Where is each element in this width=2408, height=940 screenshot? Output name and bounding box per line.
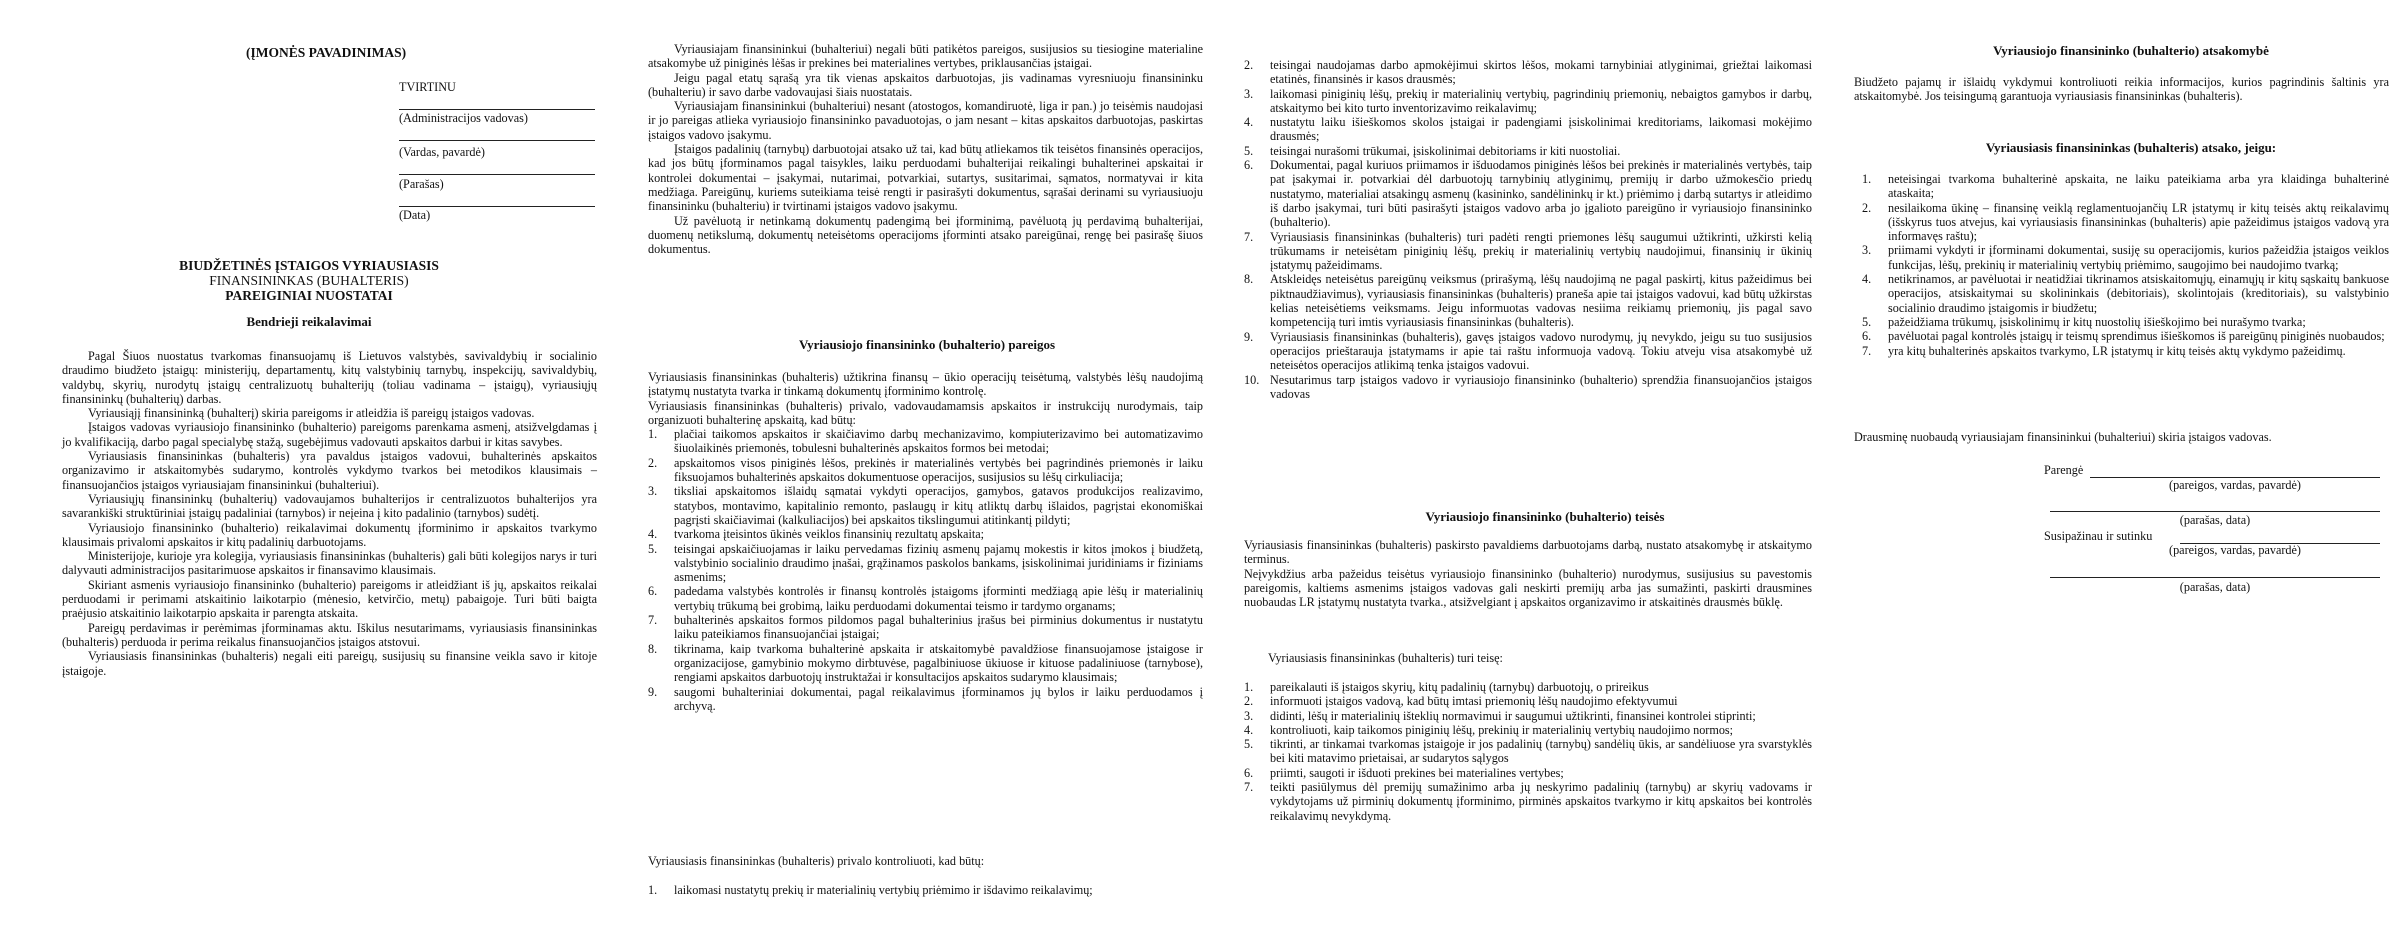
doc-title-line-3: PAREIGINIAI NUOSTATAI xyxy=(225,288,393,303)
duties-body xyxy=(648,370,1203,713)
rights-body xyxy=(1244,538,1812,609)
list-item: 5. teisingai apskaičiuojamas ir laiku pervedamas fizinių asmenų pajamų mokestis ir kitos įmokos į biudžetą, valstybinio socialinio draudimo įnašai, grąžinamos paskolos bankams, įsiskolinimai juridiniams ir fiziniams asmenims; xyxy=(648,541,1203,585)
list-item: 4. netikrinamos, ar pavėluotai ir neatidžiai tikrinamos atsiskaitomųjų, einamųjų ir kitų sąskaitų bankuose operacijos, atsiskaitymai su skolininkais (debitoriais), skolintojais (kreditoriais), su valstybinio socialinio draudimo įstaigomis ir biudžetu; xyxy=(1862,272,2389,315)
list-item: 7. Vyriausiasis finansininkas (buhalteris) turi padėti rengti priemones lėšų saugumui užtikrinti, užkirsti kelią trūkumams ir neteisėtam piniginių lėšų, prekių ir materialinių vertybių naudojimui, finansinių ir ūkinių įstatymų pažeidimams. xyxy=(1244,229,1812,273)
list-item: 9. Vyriausiasis finansininkas (buhalteris), gavęs įstaigos vadovo nurodymų, jų nevykdo, jeigu su tuo susijusios operacijos prieštarauja įstatymams ir apie tai raštu informuoja vadovą. Tokiu atveju visa atsakomybė už neteisėtos operacijos atlikimą tenka įstaigos vadovui. xyxy=(1244,329,1812,373)
list-item: 4. kontroliuoti, kaip taikomos piniginių lėšų, prekinių ir materialinių vertybių naudojimo normos; xyxy=(1244,722,1734,737)
prepared-label: Parengė xyxy=(2044,463,2084,477)
list-item: 4. nustatytu laiku išieškomos skolos įstaigai ir padengiami įsiskolinimai kreditoriams, laikomasi mokėjimo drausmės; xyxy=(1244,115,1812,144)
section-general: Bendrieji reikalavimai xyxy=(246,314,372,329)
doc-title-line-2: FINANSININKAS (BUHALTERIS) xyxy=(209,273,409,288)
prepared-sign-line xyxy=(2050,496,2380,512)
ack-sign-line xyxy=(2050,562,2380,578)
paragraph: Vyriausiųjų finansininkų (buhalterių) vadovaujamos buhalterijos ir centralizuotos buhalterijos yra savarankiški struktūriniai įstaigų padaliniai (tarnybos) ir neįeina į kito padalinio (tarnybos) sudėtį. xyxy=(62,491,597,521)
paragraph: Įstaigos vadovas vyriausiojo finansininko (buhalterio) pareigoms parenkama asmenį, atsižvelgdamas į jo kvalifikaciją, darbo pagal specialybę stažą, sugebėjimus vadovauti apskaitos darbui ir kitas savybes. xyxy=(62,420,597,449)
list-item: 8. Atskleidęs neteisėtus pareigūnų veiksmus (prirašymą, lėšų naudojimą ne pagal paskirtį, kitus pažeidimus bei piktnaudžiavimus), vyriausiasis finansininkas (buhalteris) praneša apie tai įstaigos vadovui, kad būtų užkirstas kelias neteisėtiems veiksmams. Jeigu informuotas vadovas nesiima reikiamų priemonių, jis pagal savo kompetenciją turi imtis vyriausiasis finansininkas (buhalteris). xyxy=(1244,272,1812,330)
paragraph: Vyriausiajam finansininkui (buhalteriui) negali būti patikėtos pareigos, susijusios su tiesiogine materialine atsakomybe už piniginės lėšas ir prekines bei materialines vertybes, priklausančias įstaigai. xyxy=(648,42,1203,71)
rights-intro: Vyriausiasis finansininkas (buhalteris) turi teisę: xyxy=(1268,651,1503,665)
paragraph: Vyriausiasis finansininkas (buhalteris) paskirsto pavaldiems darbuotojams darbą, nustato atsakomybę ir atskaitymo terminus. xyxy=(1244,538,1812,567)
approve-line-4 xyxy=(399,192,595,207)
paragraph: Pareigų perdavimas ir perėmimas įforminamas aktu. Iškilus nesutarimams, vyriausiasis finansininkas (buhalteris) perduoda ir perima reikalus finansuojančios įstaigos atstovui. xyxy=(62,620,597,649)
page-column-3 xyxy=(1236,0,1854,940)
approve-caption-2: (Vardas, pavardė) xyxy=(399,145,485,159)
prepared-sign-hint: (parašas, data) xyxy=(2179,513,2251,527)
section-liable-if: Vyriausiasis finansininkas (buhalteris) atsako, jeigu: xyxy=(1985,140,2277,155)
responsibility-intro: Biudžeto pajamų ir išlaidų vykdymui kontroliuoti reikia informacijos, kurios pagrindinis šaltinis yra atskaitomybė. Jos teisingumą garantuoja vyriausiasis finansininkas (buhalteris). xyxy=(1854,75,2389,104)
paragraph: Vyriausiajam finansininkui (buhalteriui) nesant (atostogos, komandiruotė, liga ir pan.) jo teisėmis naudojasi ir jo pareigas atlieka vyriausiojo finansininko pavaduotojas, o jam nesant – kitas apskaitos darbuotojas, paskirtas įstaigos vadovo įsakymu. xyxy=(648,99,1203,142)
page-column-2 xyxy=(618,0,1236,940)
approve-caption-1: (Administracijos vadovas) xyxy=(399,111,528,125)
ack-sign-hint: (parašas, data) xyxy=(2179,580,2251,594)
paragraph: Neįvykdžius arba pažeidus teisėtus vyriausiojo finansininko (buhalterio) nurodymus, susijusius su pavestomis pareigomis, kaltiems asmenims įstaigos vadovas gali neskirti premijų arba jas sumažinti, paskirti drausmines nuobaudas LR įstatymų nustatyta tvarka., atsižvelgiant į apskaitos organizavimo ir atskaitinės drausmės būklę. xyxy=(1244,566,1812,610)
list-item: 10. Nesutarimus tarp įstaigos vadovo ir vyriausiojo finansininko (buhalterio) sprendžia finansuojančios įstaigos vadovas xyxy=(1244,372,1812,401)
list-item: 2. nesilaikoma ūkinę – finansinę veiklą reglamentuojančių LR įstatymų ir kitų teisės aktų reikalavimų (išskyrus tuos atvejus, kai vyriausiasis finansininkas (buhalteris) apie pažeidimus įstaigos vadovą yra informavęs raštu); xyxy=(1862,200,2389,244)
list-item: 7. buhalterinės apskaitos formos pildomos pagal buhalterinius įrašus bei pirminius dokumentus ir nustatytu laiku pateikiamos finansuojančiai įstaigai; xyxy=(648,613,1203,642)
paragraph: Ministerijoje, kurioje yra kolegija, vyriausiasis finansininkas (buhalteris) gali būti kolegijos narys ir turi dalyvauti administracijos pasitarimuose apskaitos ir finansavimo klausimais. xyxy=(62,549,597,578)
list-item: 6. pavėluotai pagal kontrolės įstaigų ir teismų sprendimus išieškomos iš pareigūnų piniginės nuobaudos; xyxy=(1862,329,2385,344)
company-name: (ĮMONĖS PAVADINIMAS) xyxy=(246,45,407,60)
control-intro: Vyriausiasis finansininkas (buhalteris) privalo kontroliuoti, kad būtų: xyxy=(648,854,985,868)
approve-label: TVIRTINU xyxy=(399,80,456,94)
list-item: 3. priimami vykdyti ir įforminami dokumentai, susiję su operacijomis, kurios pažeidžia įstaigos veiklos funkcijas, lėšų, prekinių ir materialinių vertybių priėmimo, saugojimo bei naudojimo tvarką; xyxy=(1862,243,2389,272)
control-list-first xyxy=(648,883,1203,897)
liability-list xyxy=(1862,172,2389,358)
list-item: 1. laikomasi nustatytų prekių ir materialinių vertybių priėmimo ir išdavimo reikalavimų; xyxy=(648,883,1093,897)
section-duties: Vyriausiojo finansininko (buhalterio) pareigos xyxy=(798,337,1056,352)
paragraph: Vyriausiasis finansininkas (buhalteris) yra pavaldus įstaigos vadovui, buhalterinės apskaitos organizavimo ir atskaitomybės sudarymo, kontrolės vykdymo tvarkos bei metodikos klausimais – finansuojančios įstaigos vyriausiajam finansininkui (buhalteriui). xyxy=(62,449,597,492)
list-item: 6. Dokumentai, pagal kuriuos priimamos ir išduodamos piniginės lėšos bei prekinės ir materialinės vertybės, taip pat įsakymai ir. potvarkiai dėl darbuotojų tarnybinių atlyginimų, premijų ir darbo užmokesčio priedų nustatymo, materialiai atsakingų asmenų (kasininko, sandėlininkų ir kt.) priėmimo į darbą sutartys ir atleidimo iš darbo įsakymai, turi būti pasirašyti įstaigos vadovo arba jo įgalioto pareigūno ir vyriausiojo finansininko (buhalterio). xyxy=(1244,158,1812,230)
list-item: 1. neteisingai tvarkoma buhalterinė apskaita, ne laiku pateikiama arba yra klaidinga buhalterinė ataskaita; xyxy=(1862,172,2389,201)
list-item: 6. priimti, saugoti ir išduoti prekines bei materialines vertybes; xyxy=(1244,765,1564,780)
list-item: 2. teisingai naudojamas darbo apmokėjimui skirtos lėšos, mokami tarnybiniai atlyginimai, griežtai laikomasi etatinės, finansinės ir kasos drausmės; xyxy=(1244,58,1812,87)
list-item: 3. tiksliai apskaitomos išlaidų sąmatai vykdyti operacijos, gamybos, gatavos produkcijos realizavimo, statybos, montavimo, kapitalinio remonto, paslaugų ir kitų atliktų darbų išlaidos, pagrįstai ekonomiškai pagrįsti skaičiavimai (kalkuliacijos) bei apskaitos tikslingumui atitinkantį pildyti; xyxy=(648,484,1203,527)
paragraph: Vyriausiasis finansininkas (buhalteris) negali eiti pareigų, susijusių su finansine veikla savo ir kitoje įstaigoje. xyxy=(62,649,597,678)
page-column-1 xyxy=(0,0,618,940)
list-item: 2. apskaitomos visos piniginės lėšos, prekinės ir materialinės vertybės bei pagrindinės priemonės ir laiku fiksuojamos buhalterinės apskaitos dokumentuose operacijos, susijusios su lėšų cirkuliacija; xyxy=(648,455,1203,485)
list-item: 7. teikti pasiūlymus dėl premijų sumažinimo arba jų neskyrimo padalinių (tarnybų) ar skyrių vadovams ir vykdytojams už pirminių dokumentų įforminimo, pirminės apskaitos tvarkymo ir kitų apskaitos bei kontrolės reikalavimų nevykdymą. xyxy=(1244,780,1812,823)
paragraph: Vyriausiasis finansininkas (buhalteris) užtikrina finansų – ūkio operacijų teisėtumą, valstybės lėšų naudojimą įstatymų nustatyta tvarka ir tinkamą dokumentų įforminimo kontrolę. xyxy=(648,370,1203,399)
closing-statement: Drausminę nuobaudą vyriausiajam finansininkui (buhalteriui) skiria įstaigos vadovas. xyxy=(1854,430,2272,444)
paragraph: Vyriausiąjį finansininką (buhalterį) skiria pareigoms ir atleidžia iš pareigų įstaigos vadovas. xyxy=(88,406,535,421)
paragraph: Pagal Šiuos nuostatus tvarkomas finansuojamų iš Lietuvos valstybės, savivaldybių ir socialinio draudimo biudžeto įstaigų: ministerijų, departamentų, kitų valstybinių tarnybų, inspekcijų, savivaldybių, valdybų, skyrių, nurodytų įstaigų centralizuotų buhalterijų (toliau vadinama – įstaigų), vyriausiųjų finansininkų (buhalterių) darbas. xyxy=(62,349,597,406)
approve-caption-4: (Data) xyxy=(399,208,431,222)
list-item: 9. saugomi buhalteriniai dokumentai, pagal reikalavimus įforminamos jų bylos ir laiku perduodamos į archyvą. xyxy=(648,684,1203,713)
doc-title-line-1: BIUDŽETINĖS ĮSTAIGOS VYRIAUSIASIS xyxy=(179,258,439,273)
list-item: 1. pareikalauti iš įstaigos skyrių, kitų padalinių (tarnybų) darbuotojų, o prireikus xyxy=(1244,680,1649,694)
page-column-4 xyxy=(1854,0,2408,940)
ack-line xyxy=(2180,528,2380,544)
list-item: 6. padedama valstybės kontrolės ir finansų kontrolės įstaigoms įforminti medžiagą apie lėšų ir materialinių vertybių trūkumą bei grobimą, laiku perduodami dokumentai teismo ir tardymo organams; xyxy=(648,584,1203,613)
paragraph: Jeigu pagal etatų sąrašą yra tik vienas apskaitos darbuotojas, jis vadinamas vyresniuoju finansininku (buhalteriu) ir savo darbe vadovaujasi šiais nuostatais. xyxy=(648,70,1203,99)
paragraph: Skiriant asmenis vyriausiojo finansininko (buhalterio) pareigoms ir atleidžiant iš jų, apskaitos reikalai perduodami ir perimami atskaitinio laikotarpio (mėnesio, ketvirčio, metų) pabaigoje. Turi būti baigta praėjusio atskaitinio laikotarpio apskaita ir parengta atskaita. xyxy=(62,577,597,621)
duties-list xyxy=(648,427,1203,713)
general-requirements-body xyxy=(62,349,597,678)
control-list-continued xyxy=(1244,58,1812,401)
list-item: 3. laikomasi piniginių lėšų, prekių ir materialinių vertybių, pagrindinių priemonių, nebaigtos gamybos ir darbų, atskaitymo bei kito turto inventorizavimo reikalavimų; xyxy=(1244,86,1812,115)
list-item: 2. informuoti įstaigos vadovą, kad būtų imtasi priemonių lėšų naudojimo efektyvumui xyxy=(1244,694,1678,709)
ack-hint: (pareigos, vardas, pavardė) xyxy=(2169,543,2301,557)
duties-intro-body xyxy=(648,42,1203,256)
paragraph: Įstaigos padalinių (tarnybų) darbuotojai atsako už tai, kad būtų atliekamos tik teisėtos finansinės operacijos, kad jos būtų įforminamos pagal taisykles, laiku perduodami buhalterijai reikalingi buhalterinei apskaitai ir kontrolei dokumentai – įsakymai, nutarimai, potvarkiai, sutartys, susitarimai, sąmatos, normatyvai ir kita medžiaga. Pareigūnų, kuriems suteikiama teisė rengti ir pasirašyti dokumentus, sąrašai derinami su vyriausiuoju finansininku (buhalteriu) ir tvirtinami įstaigos vadovo įsakymu. xyxy=(648,142,1203,214)
list-item: 5. tikrinti, ar tinkamai tvarkomas įstaigoje ir jos padalinių (tarnybų) sandėlių ūkis, ar sandėliuose yra svarstyklės bei kiti matavimo prietaisai, ar sudarytos sąlygos xyxy=(1244,737,1812,766)
list-item: 7. yra kitų buhalterinės apskaitos tvarkymo, LR įstatymų ir kitų teisės aktų vykdymo pažeidimų. xyxy=(1862,343,2346,358)
section-responsibility: Vyriausiojo finansininko (buhalterio) atsakomybė xyxy=(1993,43,2269,58)
list-item: 8. tikrinama, kaip tvarkoma buhalterinė apskaita ir atskaitomybė pavaldžiose finansuojamose įstaigose ir organizacijose, gamybinio mokymo dirbtuvėse, pagalbiniuose ūkiuose ir kituose padaliniuose (tarnybose), rengiami apskaitos darbuotojų instruktažai ir konsultacijos apskaitos sudarymo klausimais; xyxy=(648,641,1203,685)
list-item: 4. tvarkoma įteisintos ūkinės veiklos finansinių rezultatų apskaita; xyxy=(648,527,985,542)
approve-line-1 xyxy=(399,95,595,110)
list-item: 5. pažeidžiama trūkumų, įsiskolinimų ir kitų nuostolių išieškojimo bei nurašymo tvarka; xyxy=(1862,314,2306,329)
approve-caption-3: (Parašas) xyxy=(399,177,444,191)
paragraph: Už pavėluotą ir netinkamą dokumentų padengimą bei įforminimą, pavėluotą jų perdavimą buhalterijai, duomenų netikslumą, dokumentų neteisėtoms operacijoms įforminti atsako pareigūnai, rengę bei pasirašę šiuos dokumentus. xyxy=(648,213,1203,257)
prepared-hint: (pareigos, vardas, pavardė) xyxy=(2169,478,2301,492)
list-item: 5. teisingai nurašomi trūkumai, įsiskolinimai debitoriams ir kiti nuostoliai. xyxy=(1244,143,1621,158)
paragraph: Vyriausiojo finansininko (buhalterio) reikalavimai dokumentų įforminimo ir apskaitos tvarkymo klausimais privalomi apskaitos ir kitų padalinių darbuotojams. xyxy=(62,520,597,549)
list-item: 1. plačiai taikomos apskaitos ir skaičiavimo darbų mechanizavimo, kompiuterizavimo bei automatizavimo šiuolaikinės priemonės, tobulesni buhalterinės apskaitos formos bei metodai; xyxy=(648,427,1203,456)
approve-line-3 xyxy=(399,160,595,175)
paragraph: Vyriausiasis finansininkas (buhalteris) privalo, vadovaudamamsis apskaitos ir instrukcijų nurodymais, taip organizuoti buhalterinę apskaitą, kad būtų: xyxy=(648,398,1203,427)
list-item: 3. didinti, lėšų ir materialinių išteklių normavimui ir saugumui užtikrinti, finansinei kontrolei stiprinti; xyxy=(1244,708,1756,723)
section-rights: Vyriausiojo finansininko (buhalterio) teisės xyxy=(1425,509,1665,524)
approve-line-2 xyxy=(399,126,595,141)
ack-label: Susipažinau ir sutinku xyxy=(2044,529,2153,543)
prepared-line xyxy=(2090,462,2380,478)
rights-list xyxy=(1244,680,1812,823)
